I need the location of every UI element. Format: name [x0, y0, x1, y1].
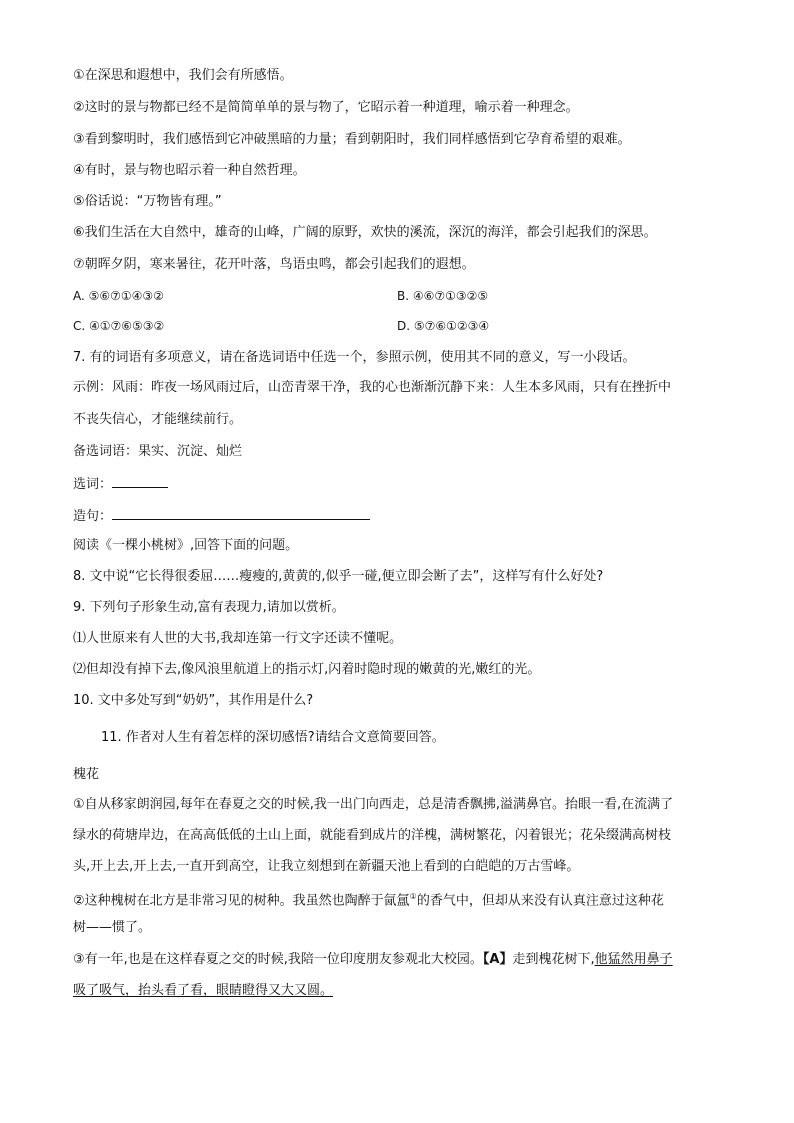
sentence-blank[interactable] [112, 505, 370, 520]
q7-candidates: 备选词语：果实、沉淀、灿烂 [73, 444, 243, 459]
option-b: B. ④⑥⑦①③②⑤ [397, 289, 489, 303]
passage-p2-line-2: 树——惯了。 [73, 920, 152, 935]
sentence-7: ⑦朝晖夕阴，寒来暑往，花开叶落，鸟语虫鸣，都会引起我们的遐想。 [73, 257, 475, 272]
q7-example-line-2: 不丧失信心，才能继续前行。 [73, 412, 243, 427]
footnote-marker: ① [409, 892, 417, 901]
p3-text-a: ③有一年,也是在这样春夏之交的时候,我陪一位印度朋友参观北大校园。 [73, 952, 483, 967]
passage-p1-line-1: ①自从移家朗润园,每年在春夏之交的时候,我一出门向西走，总是清香飘拂,溢满鼻官。抬眼一看,在流满了 [73, 797, 674, 812]
question-9-item-2: ⑵但却没有掉下去,像风浪里航道上的指示灯,闪着时隐时现的嫩黄的光,嫩红的光。 [73, 662, 541, 677]
passage-p1-line-2: 绿水的荷塘岸边，在高高低低的土山上面，就能看到成片的洋槐，满树繁花，闪着银光；花朵缀满高树枝 [73, 828, 672, 843]
option-a: A. ⑤⑥⑦①④③② [73, 289, 164, 303]
q7-choose-word [73, 473, 754, 495]
q7-example-line-1: 示例：风雨：昨夜一场风雨过后，山峦青翠干净，我的心也渐渐沉静下来：人生本多风雨，只有在挫折中 [73, 380, 672, 395]
p2-text-b: 的香气中，但却从来没有认真注意过这种花 [416, 893, 664, 909]
reading-intro: 阅读《一棵小桃树》,回答下面的问题。 [73, 538, 299, 553]
question-11: 11. 作者对人生有着怎样的深切感悟?请结合文意简要回答。 [101, 730, 445, 745]
sentence-3: ③看到黎明时，我们感悟到它冲破黑暗的力量；看到朝阳时，我们同样感悟到它孕育希望的艰难。 [73, 132, 631, 147]
marker-a: 【A】 [482, 952, 513, 967]
q7-prompt: 7. 有的词语有多项意义，请在备选词语中任选一个，参照示例，使用其不同的意义，写一小段话。 [73, 350, 636, 365]
question-10: 10. 文中多处写到“奶奶”，其作用是什么? [73, 693, 314, 708]
passage-p3-line-2 [73, 981, 754, 1001]
sentence-6: ⑥我们生活在大自然中，雄奇的山峰，广阔的原野，欢快的溪流，深沉的海洋，都会引起我们的深思。 [73, 225, 657, 240]
passage-p1-line-3: 头,开上去,开上去,一直开到高空，让我立刻想到在新疆天池上看到的白皑皑的万古雪峰。 [73, 859, 580, 874]
passage-p3-line-1 [73, 950, 754, 970]
passage-p2-line-1 [73, 887, 754, 911]
sentence-2: ②这时的景与物都已经不是简简单单的景与物了，它昭示着一种道理，喻示着一种理念。 [73, 100, 579, 115]
sentence-5: ⑤俗话说：“万物皆有理。” [73, 194, 222, 209]
p2-text-a: ②这种槐树在北方是非常习见的树种。我虽然也陶醉于氤氲 [73, 893, 410, 909]
sentence-label: 造句： [73, 509, 113, 524]
option-c: C. ④①⑦⑥⑤③② [73, 319, 165, 333]
question-9: 9. 下列句子形象生动,富有表现力,请加以赏析。 [73, 600, 345, 615]
choose-label: 选词： [73, 477, 113, 492]
question-8: 8. 文中说“它长得很委屈……瘦瘦的,黄黄的,似乎一碰,便立即会断了去”，这样写有什么好处? [73, 569, 604, 584]
question-9-item-1: ⑴人世原来有人世的大书,我却连第一行文字还读不懂呢。 [73, 631, 403, 646]
option-d: D. ⑤⑦⑥①②③④ [397, 319, 490, 333]
passage-title: 槐花 [73, 767, 100, 782]
sentence-1: ①在深思和遐想中，我们会有所感悟。 [73, 68, 293, 83]
p3-text-b: 走到槐花树下, [512, 952, 595, 967]
sentence-4: ④有时，景与物也昭示着一种自然哲理。 [73, 163, 306, 178]
q7-make-sentence [73, 505, 754, 527]
choose-word-blank[interactable] [112, 473, 168, 488]
underlined-sentence-part-1: 他猛然用鼻子 [594, 952, 673, 967]
underlined-sentence-part-2: 吸了吸气，抬头看了看，眼睛瞪得又大又圆。 [73, 983, 334, 998]
